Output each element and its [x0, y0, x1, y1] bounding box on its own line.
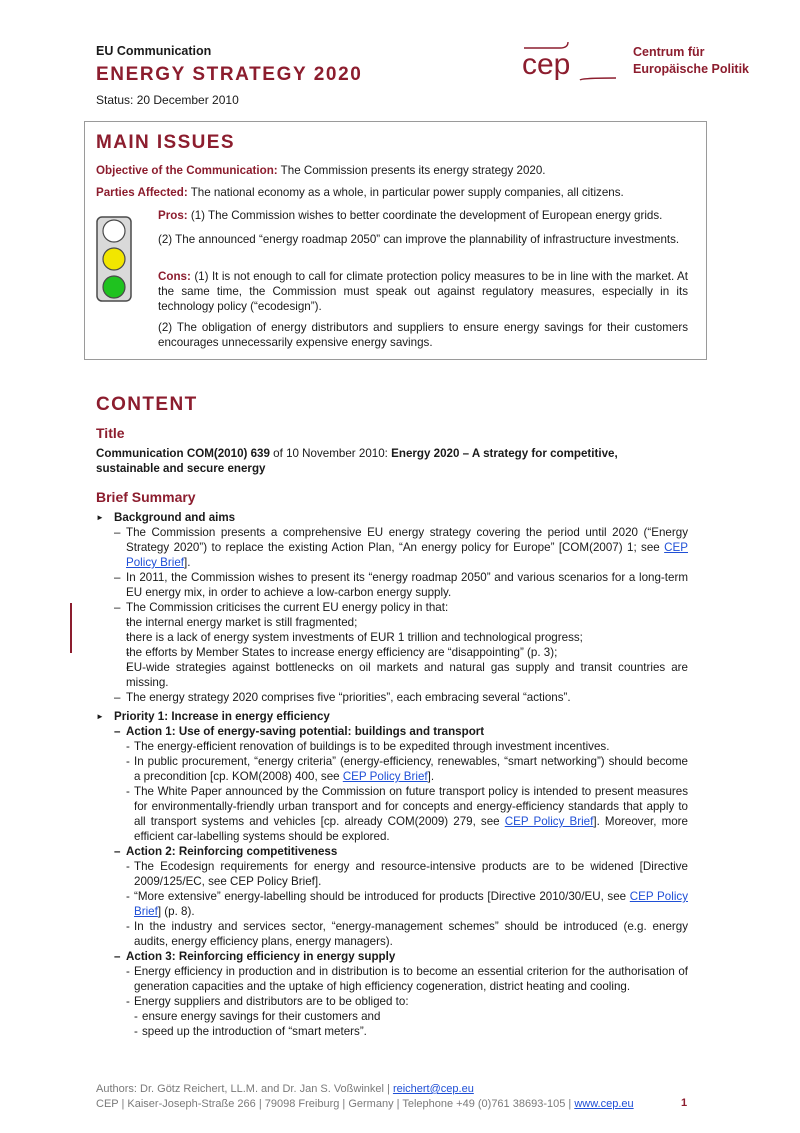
list-subitem: [96, 784, 688, 844]
organization-name-line1: Centrum für: [633, 45, 705, 59]
document-type: EU Communication: [96, 44, 212, 58]
list-subitem: [96, 645, 688, 660]
cep-policy-brief-link[interactable]: CEP Policy Brief: [126, 541, 688, 569]
list-subitem: - The energy-efficient renovation of buildings is to be expedited through investment incentives.: [96, 739, 688, 754]
list-subsubitem: - ensure energy savings for their customers and: [96, 1009, 688, 1024]
parties-text: The national economy as a whole, in particular power supply companies, all citizens.: [187, 186, 624, 199]
list-subitem-text: there is a lack of energy system investments of EUR 1 trillion and technological progress;: [126, 631, 583, 644]
content-heading: CONTENT: [96, 394, 198, 415]
margin-change-bar: [70, 603, 72, 653]
objective-label: Objective of the Communication:: [96, 164, 278, 177]
organization-name-line2: Europäische Politik: [633, 62, 750, 76]
cep-logo: [522, 40, 618, 84]
list-item: [96, 525, 688, 570]
footer: [96, 1082, 634, 1112]
page-number: 1: [681, 1097, 688, 1109]
list-subitem-text: the internal energy market is still fragmented;: [126, 616, 358, 629]
communication-date: of 10 November 2010:: [269, 447, 392, 460]
list-subsubitem: - speed up the introduction of “smart meters”.: [96, 1024, 688, 1039]
document-title: ENERGY STRATEGY 2020: [96, 64, 363, 85]
footer-address-text: CEP | Kaiser-Joseph-Straße 266 | 79098 Freiburg | Germany | Telephone +49 (0)761 38693-105 |: [96, 1098, 575, 1110]
list-subitem-text: The White Paper announced by the Commission on future transport policy is intended to present measures for environmentally-friendly urban transport and for concepts and energy-efficiency standards that apply to all transport systems and vehicles [cp. already COM(2009) 279, see: [134, 785, 688, 828]
action-3-heading: – Action 3: Reinforcing efficiency in energy supply: [96, 949, 688, 964]
list-item: – In 2011, the Commission wishes to present its “energy roadmap 2050” and various scenarios for a long-term EU energy mix, in order to achieve a low-carbon energy supply.: [96, 570, 688, 600]
cons-text-1: (1) It is not enough to call for climate protection policy measures to be in line with the market. At the same time, the Commission must speak out against regulatory measures, especially in its technology policy (“ecodesign”).: [158, 270, 688, 313]
priority-1-bullet: ► Priority 1: Increase in energy efficiency: [96, 709, 688, 724]
website-link[interactable]: www.cep.eu: [574, 1098, 634, 1110]
organization-name: [633, 44, 749, 78]
footer-authors: [96, 1082, 634, 1097]
list-subitem: - In the industry and services sector, “energy-management schemes” should be introduced (e.g. energy audits, energy efficiency plans, energy managers).: [96, 919, 688, 949]
list-item-text: ].: [184, 556, 191, 569]
communication-name: Energy 2020 – A strategy for competitive, sustainable and secure energy: [96, 447, 618, 475]
footer-address: [96, 1097, 634, 1112]
list-item: – The energy strategy 2020 comprises five “priorities”, each embracing several “actions”.: [96, 690, 688, 705]
communication-reference: Communication COM(2010) 639: [96, 447, 270, 460]
pros-paragraph: [158, 208, 688, 223]
cep-policy-brief-link[interactable]: CEP Policy Brief: [504, 815, 594, 828]
list-subitem: - Energy efficiency in production and in distribution is to become an essential criterion for the authorisation of generation capacities and the uptake of high efficiency cogeneration, district heating and cooling.: [96, 964, 688, 994]
background-bullet: ► Background and aims: [96, 510, 688, 525]
list-subitem: [96, 615, 688, 630]
communication-title: [96, 446, 656, 476]
main-issues-heading: MAIN ISSUES: [96, 132, 235, 153]
list-subitem-text: In public procurement, “energy criteria” (energy-efficiency, renewables, “smart networking”) should become a precondition [cp. KOM(2008) 400, see: [134, 755, 688, 783]
list-subitem: [96, 660, 688, 690]
cons-paragraph-2: (2) The obligation of energy distributors and suppliers to ensure energy savings for their customers encourages unnecessarily expensive energy savings.: [158, 321, 688, 349]
objective-text: The Commission presents its energy strategy 2020.: [277, 164, 546, 177]
list-subitem-text: EU-wide strategies against bottlenecks on oil markets and natural gas supply and transit countries are missing.: [126, 661, 688, 689]
parties-label: Parties Affected:: [96, 186, 188, 199]
pros-text-1: (1) The Commission wishes to better coordinate the development of European energy grids.: [187, 209, 663, 222]
title-subheading: Title: [96, 425, 125, 441]
list-item-text: The Commission presents a comprehensive EU energy strategy covering the period until 2020 (“Energy Strategy 2020”) to replace the existing Action Plan, “An energy policy for Europe” [COM(2007) 1; see: [126, 526, 688, 554]
traffic-light-yellow: [103, 248, 125, 270]
list-subitem-text: “More extensive” energy-labelling should be introduced for products [Directive 2010/30/EU, see: [134, 890, 630, 903]
traffic-light-off: [103, 220, 125, 242]
list-subitem: [96, 889, 688, 919]
cep-policy-brief-link[interactable]: CEP Policy Brief: [134, 890, 688, 918]
list-subitem: [96, 630, 688, 645]
cep-policy-brief-link[interactable]: CEP Policy Brief: [342, 770, 428, 783]
list-subitem-text: ] (p. 8).: [157, 905, 195, 918]
list-subitem: - The Ecodesign requirements for energy and resource-intensive products are to be widened [Directive 2009/125/EC, see CEP Policy Brief].: [96, 859, 688, 889]
list-subitem-text: the efforts by Member States to increase energy efficiency are “disappointing” (p. 3);: [126, 646, 558, 659]
status-date: Status: 20 December 2010: [96, 93, 239, 107]
list-subitem: [96, 754, 688, 784]
list-item: – The Commission criticises the current EU energy policy in that:: [96, 600, 688, 615]
footer-authors-text: Authors: Dr. Götz Reichert, LL.M. and Dr. Jan S. Voßwinkel |: [96, 1083, 393, 1095]
author-email-link[interactable]: reichert@cep.eu: [392, 1083, 474, 1095]
brief-summary-subheading: Brief Summary: [96, 489, 196, 505]
list-subitem-text: ].: [427, 770, 435, 783]
objective-paragraph: [96, 163, 696, 178]
action-1-heading: – Action 1: Use of energy-saving potential: buildings and transport: [96, 724, 688, 739]
action-2-heading: – Action 2: Reinforcing competitiveness: [96, 844, 688, 859]
cep-logo-text: cep: [522, 48, 571, 81]
cons-label: Cons:: [158, 270, 191, 283]
list-subitem-text: ]. Moreover, more efficient car-labelling systems should be explored.: [134, 815, 688, 843]
parties-paragraph: [96, 185, 696, 200]
pros-label: Pros:: [158, 209, 188, 222]
traffic-light-green: [103, 276, 125, 298]
traffic-light-icon: [96, 216, 132, 302]
cons-paragraph: [158, 269, 688, 314]
list-subitem: - Energy suppliers and distributors are to be obliged to:: [96, 994, 688, 1009]
brief-summary-list: [96, 510, 688, 1039]
pros-paragraph-2: (2) The announced “energy roadmap 2050” can improve the plannability of infrastructure investments.: [158, 233, 680, 246]
